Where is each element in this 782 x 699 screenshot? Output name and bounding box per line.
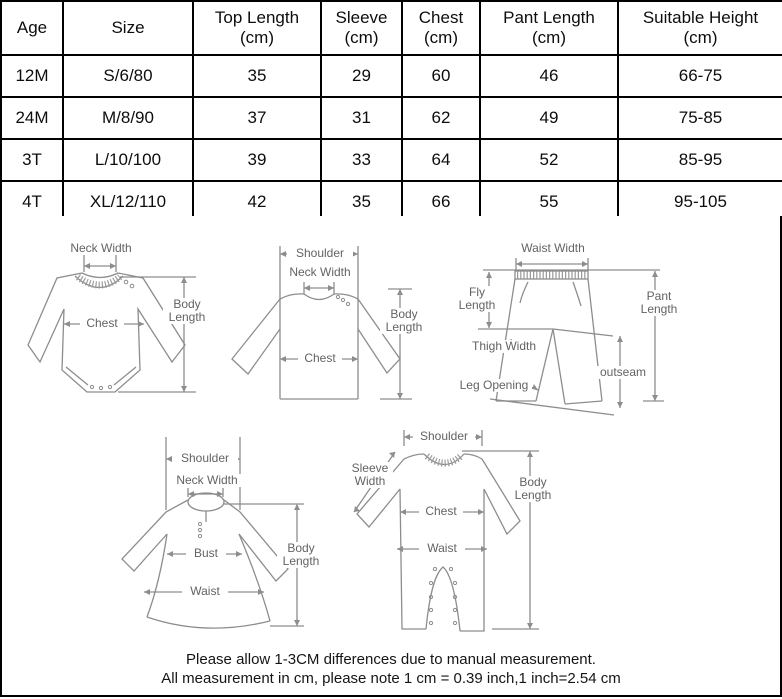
table-row xyxy=(1,97,782,139)
shorts-drawing xyxy=(452,242,684,424)
bodysuit-chest-label: Chest xyxy=(80,317,124,330)
col-header-chest: Chest (cm) xyxy=(402,1,480,55)
dress-shoulder-label: Shoulder xyxy=(172,452,238,465)
bodysuit-neck-width-label: Neck Width xyxy=(60,242,142,255)
size-table xyxy=(0,0,782,224)
table-row xyxy=(1,55,782,97)
cell-suitable-height: 85-95 xyxy=(618,139,782,181)
cell-pant-length: 52 xyxy=(480,139,618,181)
measurement-diagrams xyxy=(0,216,782,697)
shorts-thigh-width-label: Thigh Width xyxy=(466,340,542,353)
diagram-romper xyxy=(347,426,562,646)
dress-body-length-label: Body Length xyxy=(277,542,325,568)
cell-size: XL/12/110 xyxy=(63,181,193,223)
cell-suitable-height: 66-75 xyxy=(618,55,782,97)
diagram-top xyxy=(230,244,440,409)
diagram-bodysuit xyxy=(20,242,220,402)
shorts-fly-length-label: Fly Length xyxy=(454,286,500,312)
shorts-leg-opening-label: Leg Opening xyxy=(456,379,532,392)
measurement-notes xyxy=(2,650,780,688)
bodysuit-body-length-label: Body Length xyxy=(163,298,211,324)
cell-top-length: 35 xyxy=(193,55,321,97)
col-header-suitable-height: Suitable Height (cm) xyxy=(618,1,782,55)
cell-pant-length: 49 xyxy=(480,97,618,139)
note-line-2: All measurement in cm, please note 1 cm = 0.39 inch,1 inch=2.54 cm xyxy=(161,670,621,687)
col-header-top-length: Top Length (cm) xyxy=(193,1,321,55)
table-row xyxy=(1,139,782,181)
cell-chest: 64 xyxy=(402,139,480,181)
cell-sleeve: 33 xyxy=(321,139,402,181)
shorts-waist-width-label: Waist Width xyxy=(510,242,596,255)
cell-chest: 66 xyxy=(402,181,480,223)
dress-waist-label: Waist xyxy=(182,585,228,598)
cell-age: 4T xyxy=(1,181,63,223)
romper-body-length-label: Body Length xyxy=(509,476,557,502)
col-header-pant-length: Pant Length (cm) xyxy=(480,1,618,55)
cell-sleeve: 35 xyxy=(321,181,402,223)
romper-drawing xyxy=(347,426,562,646)
cell-size: S/6/80 xyxy=(63,55,193,97)
cell-size: M/8/90 xyxy=(63,97,193,139)
cell-top-length: 42 xyxy=(193,181,321,223)
diagram-shorts xyxy=(452,242,684,424)
col-header-sleeve: Sleeve (cm) xyxy=(321,1,402,55)
cell-age: 24M xyxy=(1,97,63,139)
col-header-age: Age xyxy=(1,1,63,55)
romper-chest-label: Chest xyxy=(419,505,463,518)
cell-top-length: 39 xyxy=(193,139,321,181)
cell-chest: 60 xyxy=(402,55,480,97)
cell-pant-length: 46 xyxy=(480,55,618,97)
romper-sleeve-width-label: Sleeve Width xyxy=(347,462,393,488)
col-header-size: Size xyxy=(63,1,193,55)
cell-pant-length: 55 xyxy=(480,181,618,223)
cell-suitable-height: 95-105 xyxy=(618,181,782,223)
table-header-row xyxy=(1,1,782,55)
dress-bust-label: Bust xyxy=(186,547,226,560)
cell-age: 12M xyxy=(1,55,63,97)
shorts-pant-length-label: Pant Length xyxy=(635,290,683,316)
cell-chest: 62 xyxy=(402,97,480,139)
romper-waist-label: Waist xyxy=(419,542,465,555)
top-chest-label: Chest xyxy=(298,352,342,365)
cell-age: 3T xyxy=(1,139,63,181)
shorts-outseam-label: outseam xyxy=(595,366,651,379)
cell-top-length: 37 xyxy=(193,97,321,139)
cell-suitable-height: 75-85 xyxy=(618,97,782,139)
cell-sleeve: 31 xyxy=(321,97,402,139)
cell-sleeve: 29 xyxy=(321,55,402,97)
top-body-length-label: Body Length xyxy=(380,308,428,334)
top-neck-width-label: Neck Width xyxy=(285,266,355,279)
top-shoulder-label: Shoulder xyxy=(287,247,353,260)
note-line-1: Please allow 1-3CM differences due to manual measurement. xyxy=(186,651,596,668)
romper-shoulder-label: Shoulder xyxy=(413,430,475,443)
diagram-dress xyxy=(120,434,330,634)
dress-neck-width-label: Neck Width xyxy=(172,474,242,487)
cell-size: L/10/100 xyxy=(63,139,193,181)
